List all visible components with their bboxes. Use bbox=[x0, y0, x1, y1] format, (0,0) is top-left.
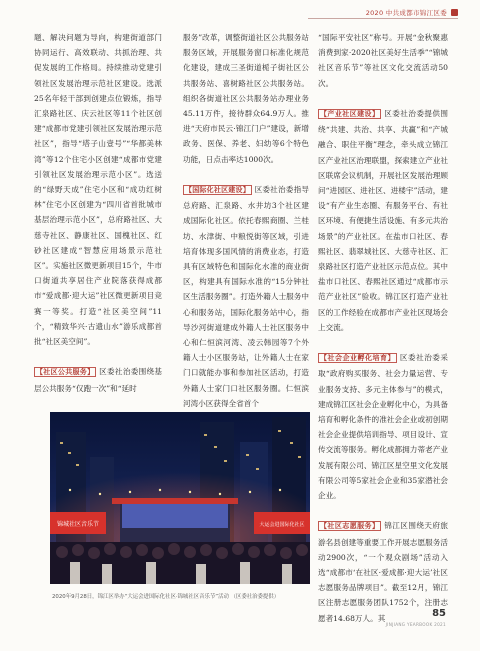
header-title: 2020 中共成都市锦江区委 bbox=[365, 9, 447, 17]
col3-para-2 bbox=[318, 106, 448, 335]
photo-caption: 2020年9月28日，锦江区举办“大运会进国际化社区·锦城社区音乐节”活动 （区委社治委提供） bbox=[52, 594, 280, 600]
col3-para-3 bbox=[318, 350, 448, 503]
column-3 bbox=[318, 30, 448, 626]
page-number: 85 bbox=[432, 608, 446, 619]
header-rule bbox=[308, 18, 458, 19]
col3-para-4 bbox=[318, 518, 448, 625]
section-tag-social-enterprise: 【社会企业孵化培育】 bbox=[320, 354, 396, 363]
event-photo bbox=[50, 412, 310, 584]
column-2 bbox=[183, 30, 309, 411]
section-tag-volunteer: 【社区志愿服务】 bbox=[320, 522, 380, 531]
footer-subtitle: JINJIANG YEARBOOK 2021 bbox=[385, 622, 446, 627]
concert-scene-image bbox=[50, 412, 310, 584]
banner-right-text: 大运会进国际化社区 bbox=[259, 522, 305, 528]
header-mark-icon bbox=[451, 9, 458, 16]
col3-para-1: “国际平安社区”称号。开展“金秋聚惠 消费到家·2020社区美好生活季”“锦城社区音乐节”等社区文化交流活动50次。 bbox=[318, 33, 448, 88]
col2-para-2-text: 区委社治委指导总府路、汇泉路、水井坊3个社区建成国际化社区。依托春熙商圈、兰桂坊、水津街、中粮悦街等区域，引进培育体现多国风情的消费业态，打造具有区域特色和国际化水准的商业街区，构建具有国际水准的“15分钟社区生活服务圈”。打造外籍人士服务中心和服务站，国际化服务站中心，指导沙河街道建成外籍人士社区服务中心和仁恒滨河湾、凌云韩园等7个外籍人士小区服务站，让外籍人士在家门口就能办事和参加社区活动，打造外籍人士家门口社区服务圈。仁恒滨河湾小区获得全省首个 bbox=[183, 185, 310, 408]
column-1 bbox=[34, 30, 162, 396]
col3-para-2-text: 区委社治委提供围绕“共建、共治、共享、共赢”和“产城融合、职住平衡”理念，牵头成立锦江区产业社区治理联盟，探索建立产业社区联席会议机制，开展社区发展治理顾问“进园区、进社区、进楼宇”活动，建设“有产业生态圈、有服务平台、有社区环境、有便捷生活设施、有多元共治场景”的产业社区。在盐市口社区、春熙社区、翡翠城社区、大慈寺社区、汇泉路社区打造产业社区示范点位。其中盐市口社区、春熙社区通过“成都市示范产业社区”验收。锦江区打造产业社区的工作经验在成都市产业社区现场会上交流。 bbox=[318, 109, 448, 332]
col3-para-4-text: 锦江区围绕天府旅游名县创建等重要工作开展志愿服务活动2900次，“一个观众剧场”活动入选“成都市‘在社区·爱成都·迎大运’社区志愿服务品牌项目”。截至12月，锦江区注册志愿服务团队1752个，注册志愿者14.68万人。其 bbox=[318, 521, 448, 623]
col1-para-1: 题、解决问题为导向，构建街道部门协同运行、高效联动、共抓治理、共促发展的工作格局。持续推动党建引领社区发展治理示范社区建设。选派25名年轻干部到创建点位锻炼，指导汇泉路社区、庆云社区等11个社区创建“成都市党建引领社区发展治理示范社区”，指导“塔子山壹号”“华都美林湾”等12个住宅小区创建“成都市党建引领社区发展治理示范小区”。选送的“绿野天成”住宅小区和“成功红树林”住宅小区创建为“四川省首批城市基层治理示范小区”，总府路社区、大慈寺社区、静康社区、国槐社区、红砂社区建成“智慧应用场景示范社区”。实施社区微更新项目15个，牛市口街道共享居住产业院落获得成都市“爱成都·迎大运”社区微更新项目竞赛一等奖。打造“社区美空间”11个，“精致华兴·古遗山水”游乐成都首批“社区美空间”。 bbox=[34, 33, 162, 347]
col1-para-2-text: 区委社治委围绕基层公共服务“仅跑一次”和“延时 bbox=[34, 367, 162, 393]
col2-para-1: 服务”改革，调整街道社区公共服务站服务区域，开展服务窗口标准化规范化建设，建成三圣街道栀子街社区公共服务站、喜树路社区公共服务站。组织各街道社区公共服务站办理业务45.11万件，接待群众64.9万人。推进“天府市民云·锦江门户”建设，新增政务、医保、养老、妇幼等6个特色功能，日点击率达1000次。 bbox=[183, 33, 309, 164]
banner-left-text: 锦城社区音乐节 bbox=[56, 521, 100, 528]
section-tag-industry: 【产业社区建设】 bbox=[320, 110, 380, 118]
section-tag-international: 【国际化社区建设】 bbox=[185, 186, 250, 195]
col2-para-2 bbox=[183, 182, 309, 411]
col3-para-3-text: 区委社治委采取“政府购买服务、社会力量运营、专业服务支持、多元主体参与”的模式，建成锦江区社会企业孵化中心，为具备培育和孵化条件的准社会企业或初创期社会企业提供培训指导、项目设计、宣传交流等服务。孵化成都拥力蒂老产业发展有限公司、锦江区星空里文化发展有限公司等5家社会企业和35家潜社会企业。 bbox=[318, 353, 448, 501]
page-header bbox=[366, 8, 458, 17]
section-tag-public-service: 【社区公共服务】 bbox=[36, 368, 95, 377]
col1-para-2 bbox=[34, 364, 162, 395]
